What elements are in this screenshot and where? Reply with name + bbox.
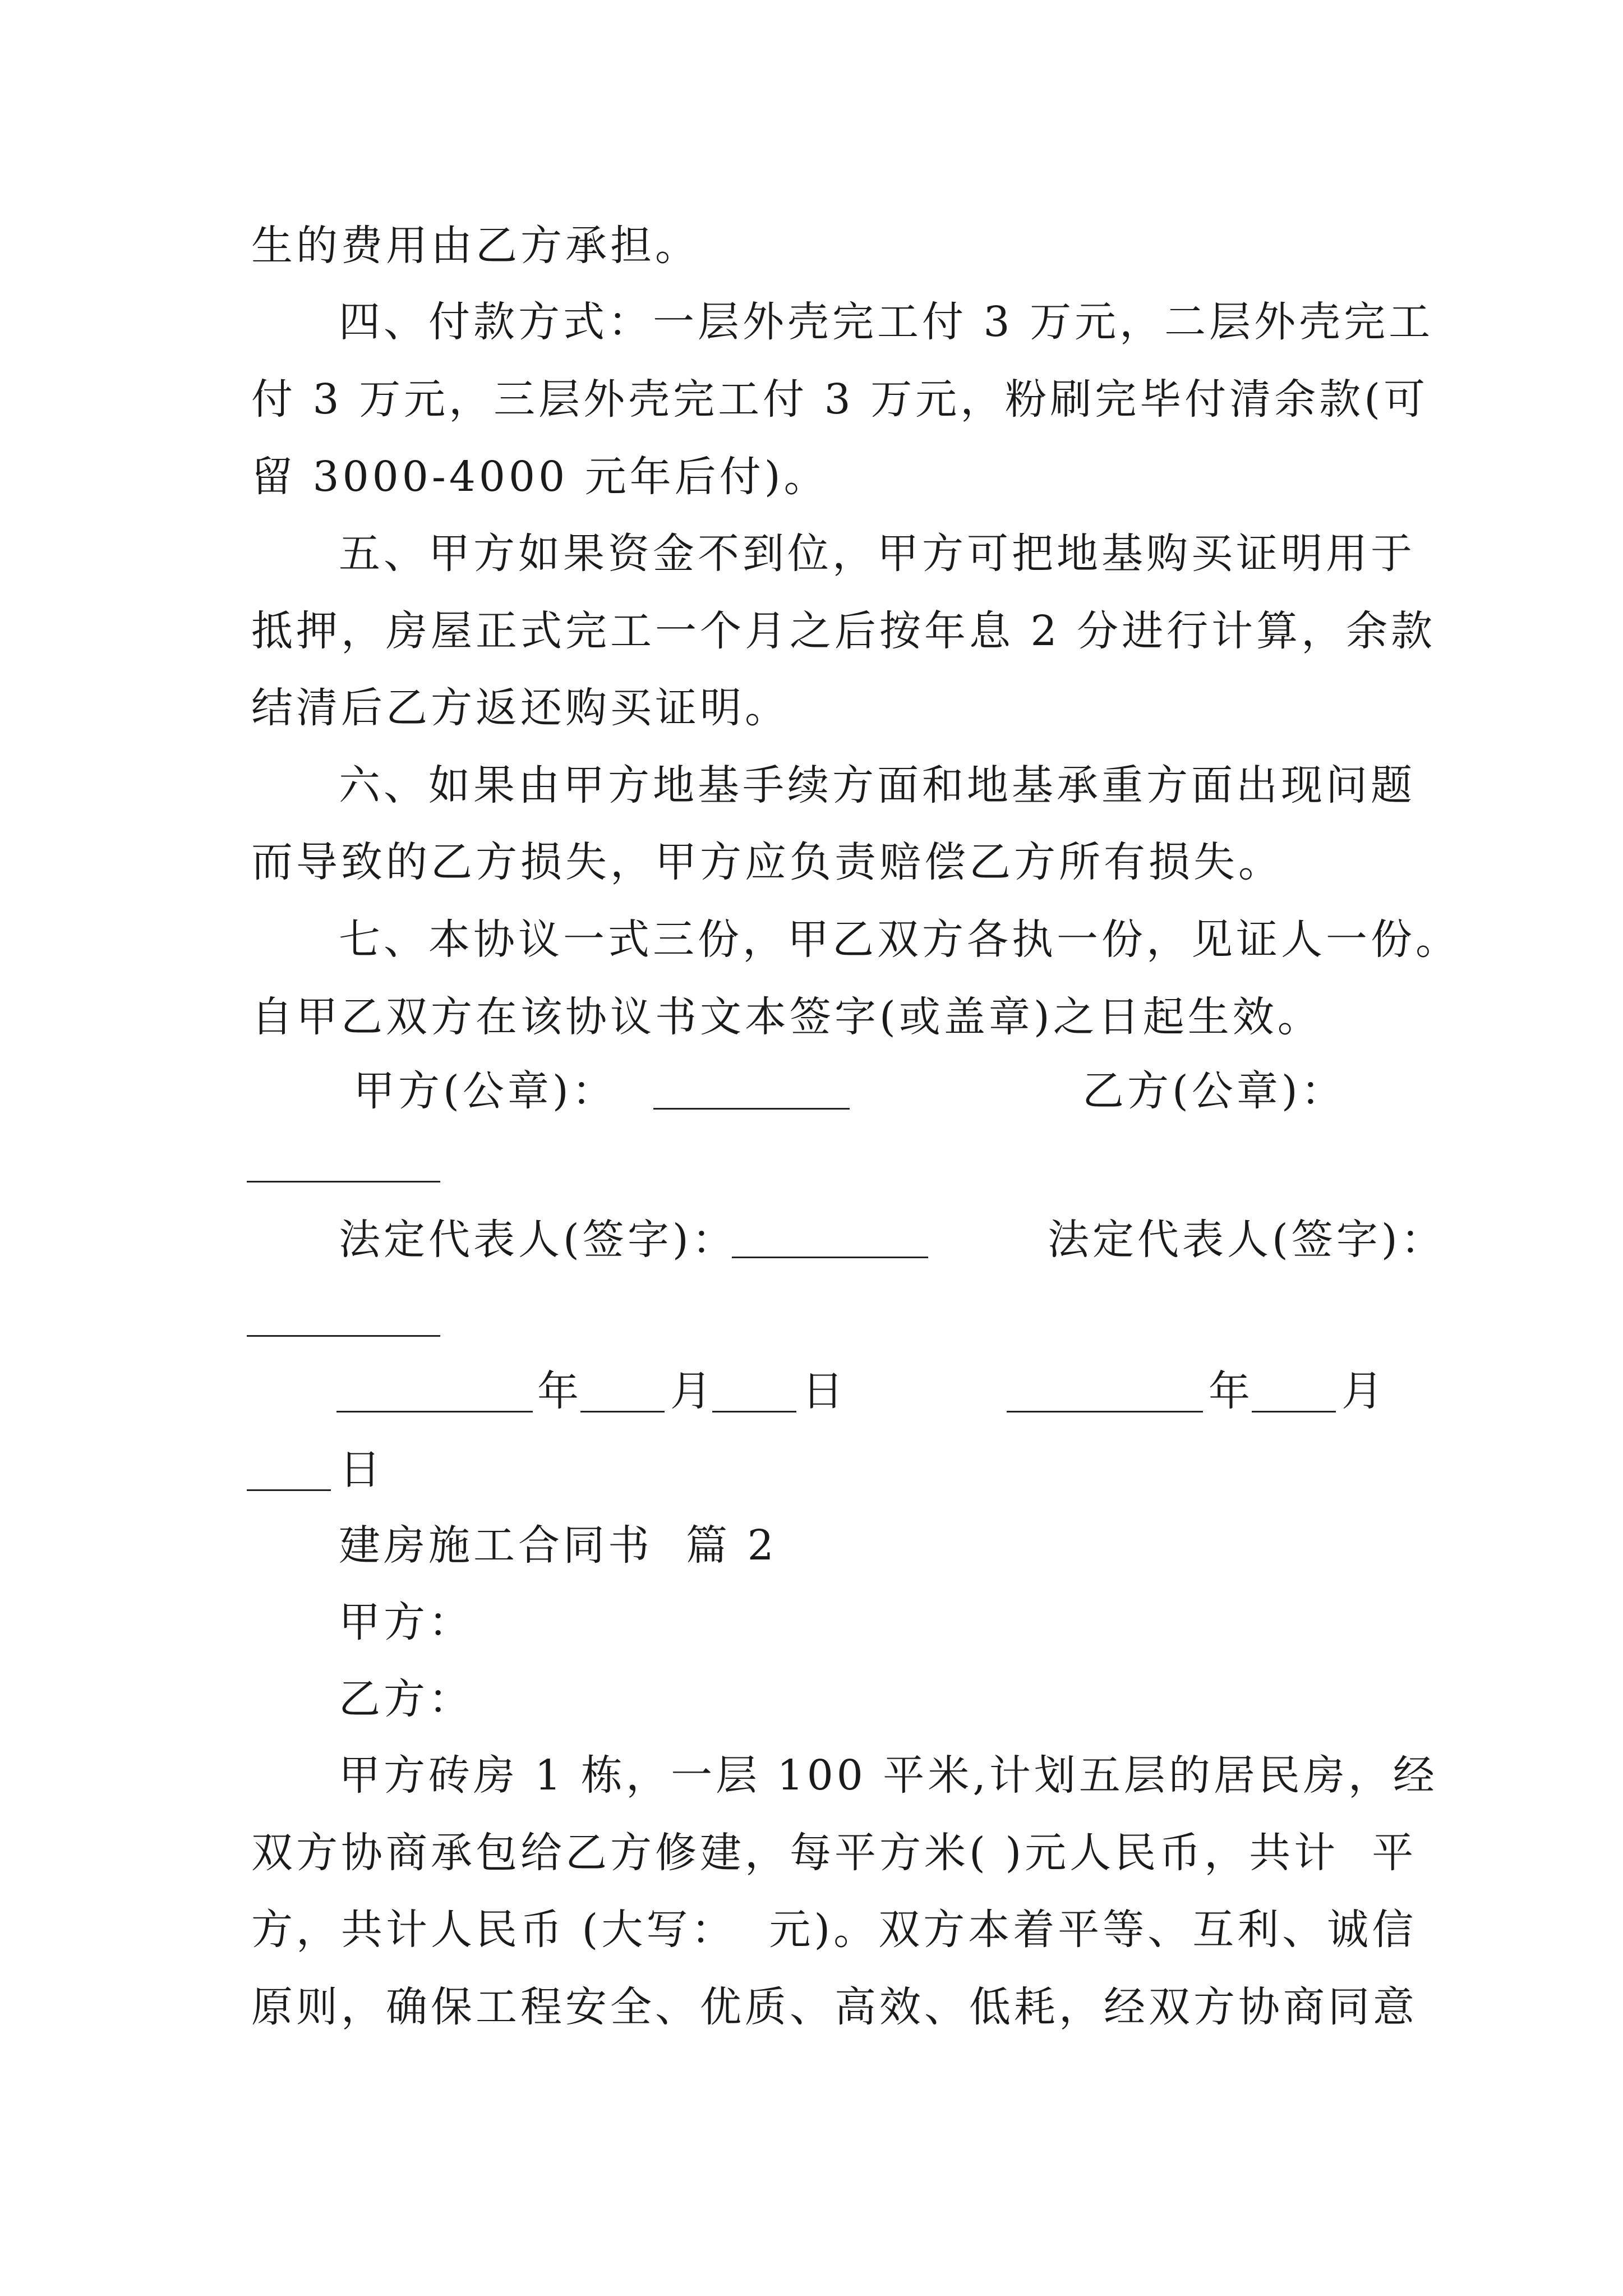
section-2-intro-line-3: 方，共计人民币 (大写： 元)。双方本着平等、互利、诚信 (251, 1906, 1417, 1954)
party-a-seal-blank (653, 1074, 850, 1110)
party-a-rep-label: 法定代表人(签字)： (339, 1216, 737, 1264)
section-2-heading: 建房施工合同书 篇 2 (339, 1521, 777, 1570)
party-a-year-blank (336, 1377, 533, 1412)
clause-3-tail: 生的费用由乙方承担。 (251, 222, 700, 270)
party-b-month-blank (1252, 1377, 1336, 1412)
clause-5-line-1: 五、甲方如果资金不到位，甲方可把地基购买证明用于 (339, 530, 1415, 578)
clause-7-line-1: 七、本协议一式三份，甲乙双方各执一份，见证人一份。 (339, 915, 1460, 964)
clause-6-line-2: 而导致的乙方损失，甲方应负责赔偿乙方所有损失。 (251, 838, 1283, 886)
clause-7-line-2: 自甲乙双方在该协议书文本签字(或盖章)之日起生效。 (251, 993, 1322, 1041)
section-2-party-a: 甲方： (339, 1598, 473, 1646)
section-2-intro-line-1: 甲方砖房 1 栋，一层 100 平米,计划五层的居民房，经 (339, 1751, 1438, 1800)
party-b-day-label: 日 (339, 1446, 384, 1494)
party-a-month-label: 月 (670, 1367, 715, 1415)
party-b-month-label: 月 (1341, 1367, 1386, 1415)
clause-4-line-1: 四、付款方式：一层外壳完工付 3 万元，二层外壳完工 (339, 298, 1434, 346)
clause-4-line-2: 付 3 万元，三层外壳完工付 3 万元，粉刷完毕付清余款(可 (251, 375, 1429, 424)
party-a-seal-label: 甲方(公章)： (353, 1067, 617, 1115)
party-a-year-label: 年 (537, 1367, 582, 1415)
clause-5-line-2: 抵押，房屋正式完工一个月之后按年息 2 分进行计算，余款 (251, 607, 1436, 655)
section-2-intro-line-2: 双方协商承包给乙方修建，每平方米( )元人民币，共计 平 (251, 1829, 1417, 1877)
party-b-day-blank (247, 1456, 331, 1491)
party-b-seal-blank (247, 1147, 440, 1182)
section-2-intro-line-4: 原则，确保工程安全、优质、高效、低耗，经双方协商同意 (251, 1983, 1418, 2031)
party-a-day-blank (712, 1377, 796, 1412)
party-a-month-blank (580, 1377, 665, 1412)
party-a-day-label: 日 (802, 1367, 847, 1415)
party-b-rep-blank (247, 1301, 440, 1337)
party-b-rep-label: 法定代表人(签字)： (1048, 1216, 1446, 1264)
section-2-party-b: 乙方： (339, 1675, 473, 1723)
clause-5-line-3: 结清后乙方返还购买证明。 (251, 684, 790, 732)
party-b-seal-label: 乙方(公章)： (1082, 1067, 1346, 1115)
party-b-year-label: 年 (1209, 1367, 1253, 1415)
clause-6-line-1: 六、如果由甲方地基手续方面和地基承重方面出现问题 (339, 761, 1415, 809)
party-b-year-blank (1007, 1377, 1203, 1412)
party-a-rep-blank (732, 1223, 928, 1258)
clause-4-line-3: 留 3000-4000 元年后付)。 (251, 453, 829, 501)
